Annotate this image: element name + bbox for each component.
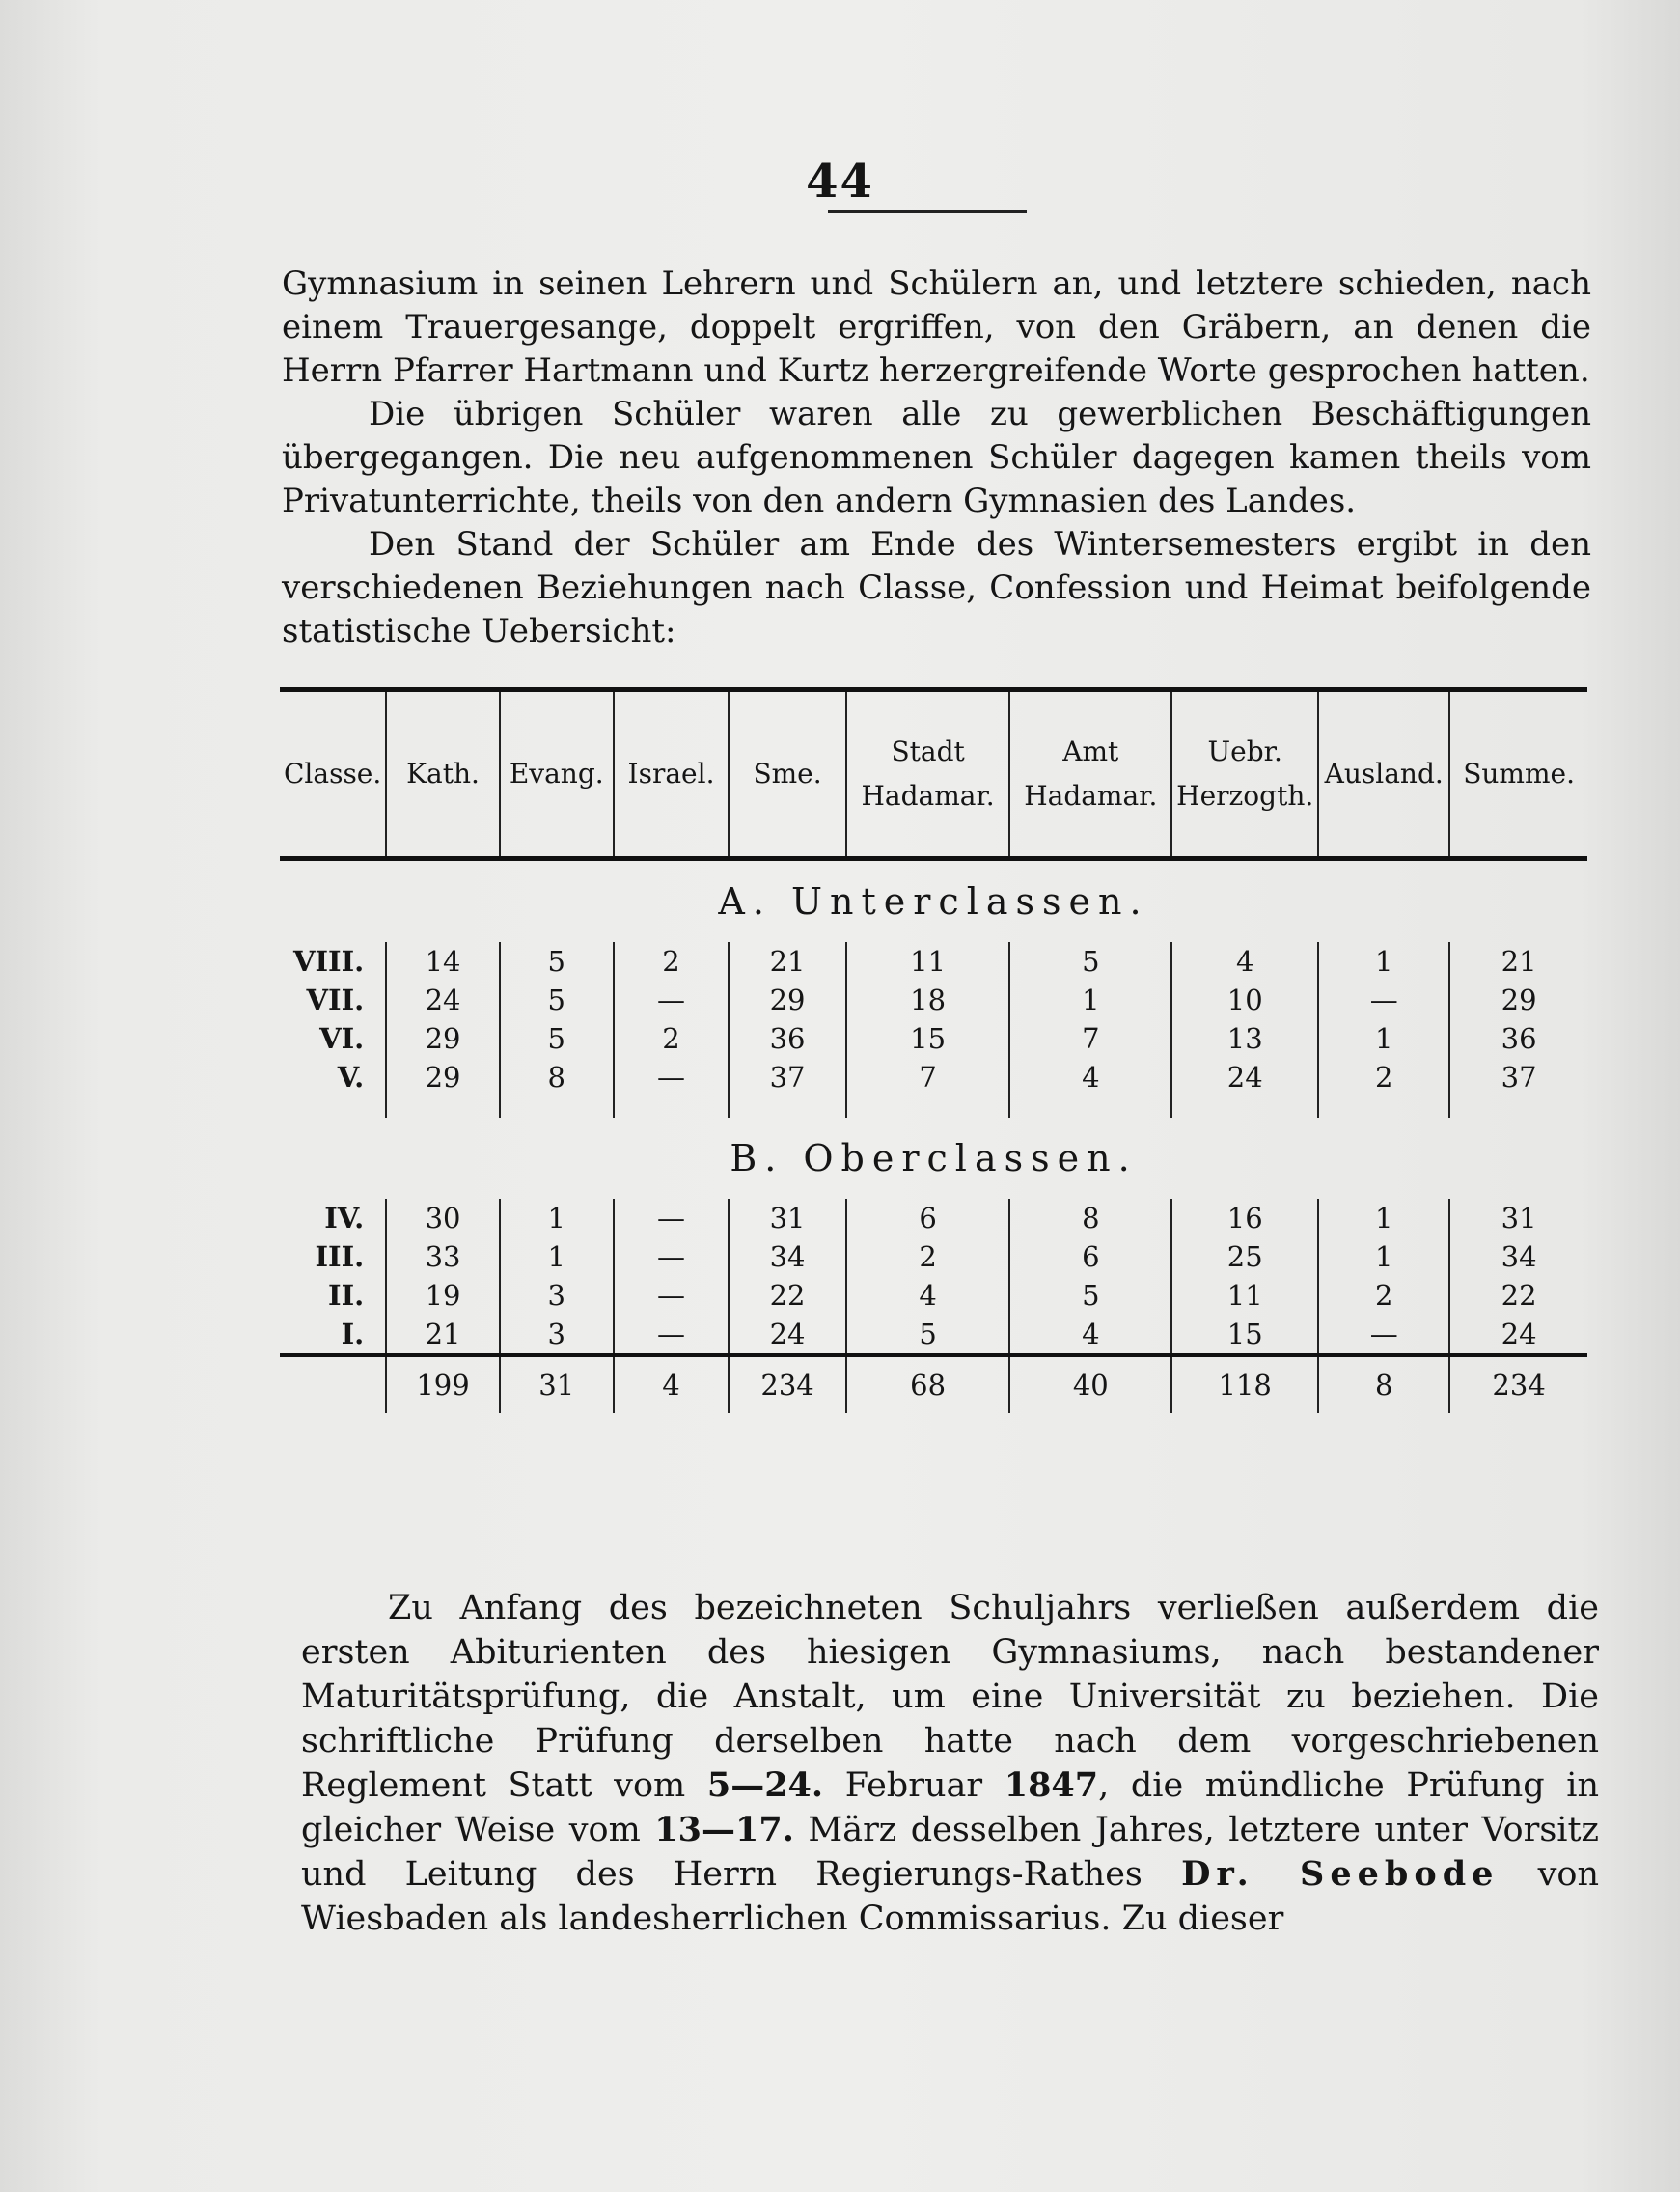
cell: — (1318, 981, 1449, 1019)
cell: 5 (846, 1315, 1010, 1355)
section-b-row (280, 1118, 1587, 1199)
cell: 8 (500, 1058, 614, 1096)
header-sme: Sme. (729, 690, 845, 859)
header-evang: Evang. (500, 690, 614, 859)
cell: — (614, 1237, 730, 1276)
cell: 1 (500, 1199, 614, 1237)
cell: 3 (500, 1315, 614, 1355)
header-amt-hadamar: Amt Hadamar. (1009, 690, 1171, 859)
cell: 8 (1318, 1355, 1449, 1413)
commissioner-name: Dr. Seebode (1181, 1854, 1500, 1894)
cell (280, 1355, 386, 1413)
cell: 5 (500, 981, 614, 1019)
outro-paragraph (301, 1586, 1599, 1941)
cell: 21 (386, 1315, 500, 1355)
cell: 4 (614, 1355, 730, 1413)
cell: 24 (386, 981, 500, 1019)
header-israel: Israel. (614, 690, 730, 859)
cell: 1 (1318, 1237, 1449, 1276)
cell: 24 (1501, 1318, 1537, 1350)
cell: 30 (386, 1199, 500, 1237)
cell: 31 (500, 1355, 614, 1413)
cell: 234 (1449, 1355, 1587, 1413)
cell: 29 (729, 981, 845, 1019)
cell: 2 (1318, 1058, 1449, 1096)
cell: 21 (729, 942, 845, 981)
cell: 1 (500, 1237, 614, 1276)
header-ausland: Ausland. (1318, 690, 1449, 859)
section-a-heading: A. Unterclassen. (718, 880, 1149, 923)
cell: 8 (1009, 1199, 1171, 1237)
cell: II. (280, 1276, 386, 1315)
cell: — (614, 1315, 730, 1355)
cell: 10 (1171, 981, 1318, 1019)
exam-date-written: 5—24. (706, 1765, 824, 1805)
cell: 37 (729, 1058, 845, 1096)
cell: 24 (729, 1315, 845, 1355)
cell: 4 (846, 1276, 1010, 1315)
cell: 36 (1501, 1022, 1537, 1055)
page-number-rule (828, 210, 1027, 213)
cell: 199 (386, 1355, 500, 1413)
intro-paragraph-3: Den Stand der Schüler am Ende des Wintersemesters ergibt in den verschiedenen Beziehungen nach Classe, Confession und Heimat beifolgende statistische Uebersicht: (282, 525, 1591, 651)
cell: 1 (1318, 1199, 1449, 1237)
table-row (280, 942, 1587, 981)
cell: 5 (500, 942, 614, 981)
cell: 25 (1171, 1237, 1318, 1276)
cell: 19 (386, 1276, 500, 1315)
cell: 37 (1501, 1061, 1537, 1094)
cell: 16 (1171, 1199, 1318, 1237)
cell: 14 (386, 942, 500, 981)
cell: 4 (1171, 942, 1318, 981)
cell: 15 (1171, 1315, 1318, 1355)
cell: 1 (1009, 981, 1171, 1019)
cell: 34 (1501, 1240, 1537, 1273)
cell: 2 (846, 1237, 1010, 1276)
cell: 7 (846, 1058, 1010, 1096)
cell: 29 (1501, 984, 1537, 1016)
exam-year: 1847 (1004, 1765, 1099, 1805)
header-kath: Kath. (386, 690, 500, 859)
cell: 6 (846, 1199, 1010, 1237)
header-uebr-herzogth: Uebr. Herzogth. (1171, 690, 1318, 859)
table-row (280, 1199, 1587, 1237)
cell: 22 (1501, 1279, 1537, 1312)
outro-part-4: März desselben Jahres, letztere unter Vorsitz und Leitung des Herrn Regierungs-Rathes (301, 1811, 1599, 1894)
cell: 5 (500, 1019, 614, 1058)
table-row (280, 1058, 1587, 1096)
outro-part-2: Februar (823, 1766, 1005, 1805)
cell: 21 (1501, 945, 1537, 978)
cell: 4 (1009, 1315, 1171, 1355)
cell: VII. (280, 981, 386, 1019)
cell: 4 (1009, 1058, 1171, 1096)
statistics-table (280, 687, 1587, 1413)
cell: 68 (846, 1355, 1010, 1413)
intro-text (282, 263, 1591, 653)
table-row (280, 1237, 1587, 1276)
cell: 34 (729, 1237, 845, 1276)
cell: 234 (729, 1355, 845, 1413)
totals-row (280, 1355, 1587, 1413)
cell: VI. (280, 1019, 386, 1058)
cell: 15 (846, 1019, 1010, 1058)
cell: 18 (846, 981, 1010, 1019)
cell: 11 (846, 942, 1010, 981)
header-summe: Summe. (1463, 758, 1575, 790)
cell: 6 (1009, 1237, 1171, 1276)
cell: 7 (1009, 1019, 1171, 1058)
cell: 22 (729, 1276, 845, 1315)
cell: 5 (1009, 1276, 1171, 1315)
cell: 2 (1318, 1276, 1449, 1315)
cell: V. (280, 1058, 386, 1096)
cell: 11 (1171, 1276, 1318, 1315)
cell: — (614, 1199, 730, 1237)
table-header-row (280, 690, 1587, 859)
outro-part-3: , die mündliche Prüfung in gleicher Weise vom (301, 1766, 1600, 1849)
exam-date-oral: 13—17. (654, 1810, 794, 1849)
table-row (280, 981, 1587, 1019)
cell: 2 (614, 1019, 730, 1058)
cell: 40 (1009, 1355, 1171, 1413)
cell: — (614, 981, 730, 1019)
page-number: 44 (806, 154, 874, 208)
cell: IV. (280, 1199, 386, 1237)
outro-text (301, 1586, 1599, 1941)
cell: 118 (1171, 1355, 1318, 1413)
outro-part-1: Zu Anfang des bezeichneten Schuljahrs verließen außerdem die ersten Abiturienten des hiesigen Gymnasiums, nach bestandener Maturitätsprüfung, die Anstalt, um eine Universität zu beziehen. Die schriftliche Prüfung derselben hatte nach dem vorgeschriebenen Reglement Statt vom (301, 1589, 1599, 1805)
table-row (280, 1276, 1587, 1315)
cell: 31 (729, 1199, 845, 1237)
cell: 33 (386, 1237, 500, 1276)
cell: 1 (1318, 1019, 1449, 1058)
cell: 36 (729, 1019, 845, 1058)
cell: — (1318, 1315, 1449, 1355)
cell: III. (280, 1237, 386, 1276)
cell: 24 (1171, 1058, 1318, 1096)
intro-paragraph-2: Die übrigen Schüler waren alle zu gewerblichen Beschäftigungen übergegangen. Die neu aufgenommenen Schüler dagegen kamen theils vom Privatunterrichte, theils von den andern Gymnasien des Landes. (282, 395, 1591, 520)
intro-paragraph-1: Gymnasium in seinen Lehrern und Schülern an, und letztere schieden, nach einem Trauergesange, doppelt ergriffen, von den Gräbern, an denen die Herrn Pfarrer Hartmann und Kurtz herzergreifende Worte gesprochen hatten. (282, 264, 1591, 390)
cell: 3 (500, 1276, 614, 1315)
cell: I. (280, 1315, 386, 1355)
header-stadt-hadamar: Stadt Hadamar. (846, 690, 1010, 859)
cell: 1 (1318, 942, 1449, 981)
section-a-row (280, 859, 1587, 943)
table-spacer-row (280, 1096, 1587, 1118)
section-b-heading: B. Oberclassen. (730, 1137, 1138, 1179)
cell: 31 (1501, 1202, 1537, 1235)
cell: 5 (1009, 942, 1171, 981)
cell: 29 (386, 1058, 500, 1096)
header-classe: Classe. (280, 690, 386, 859)
cell: — (614, 1276, 730, 1315)
cell: 29 (386, 1019, 500, 1058)
cell: VIII. (280, 942, 386, 981)
cell: 2 (614, 942, 730, 981)
outro-part-5: von Wiesbaden als landesherrlichen Commissarius. Zu dieser (301, 1855, 1599, 1938)
table-row (280, 1019, 1587, 1058)
cell: 13 (1171, 1019, 1318, 1058)
table-row (280, 1315, 1587, 1355)
cell: — (614, 1058, 730, 1096)
